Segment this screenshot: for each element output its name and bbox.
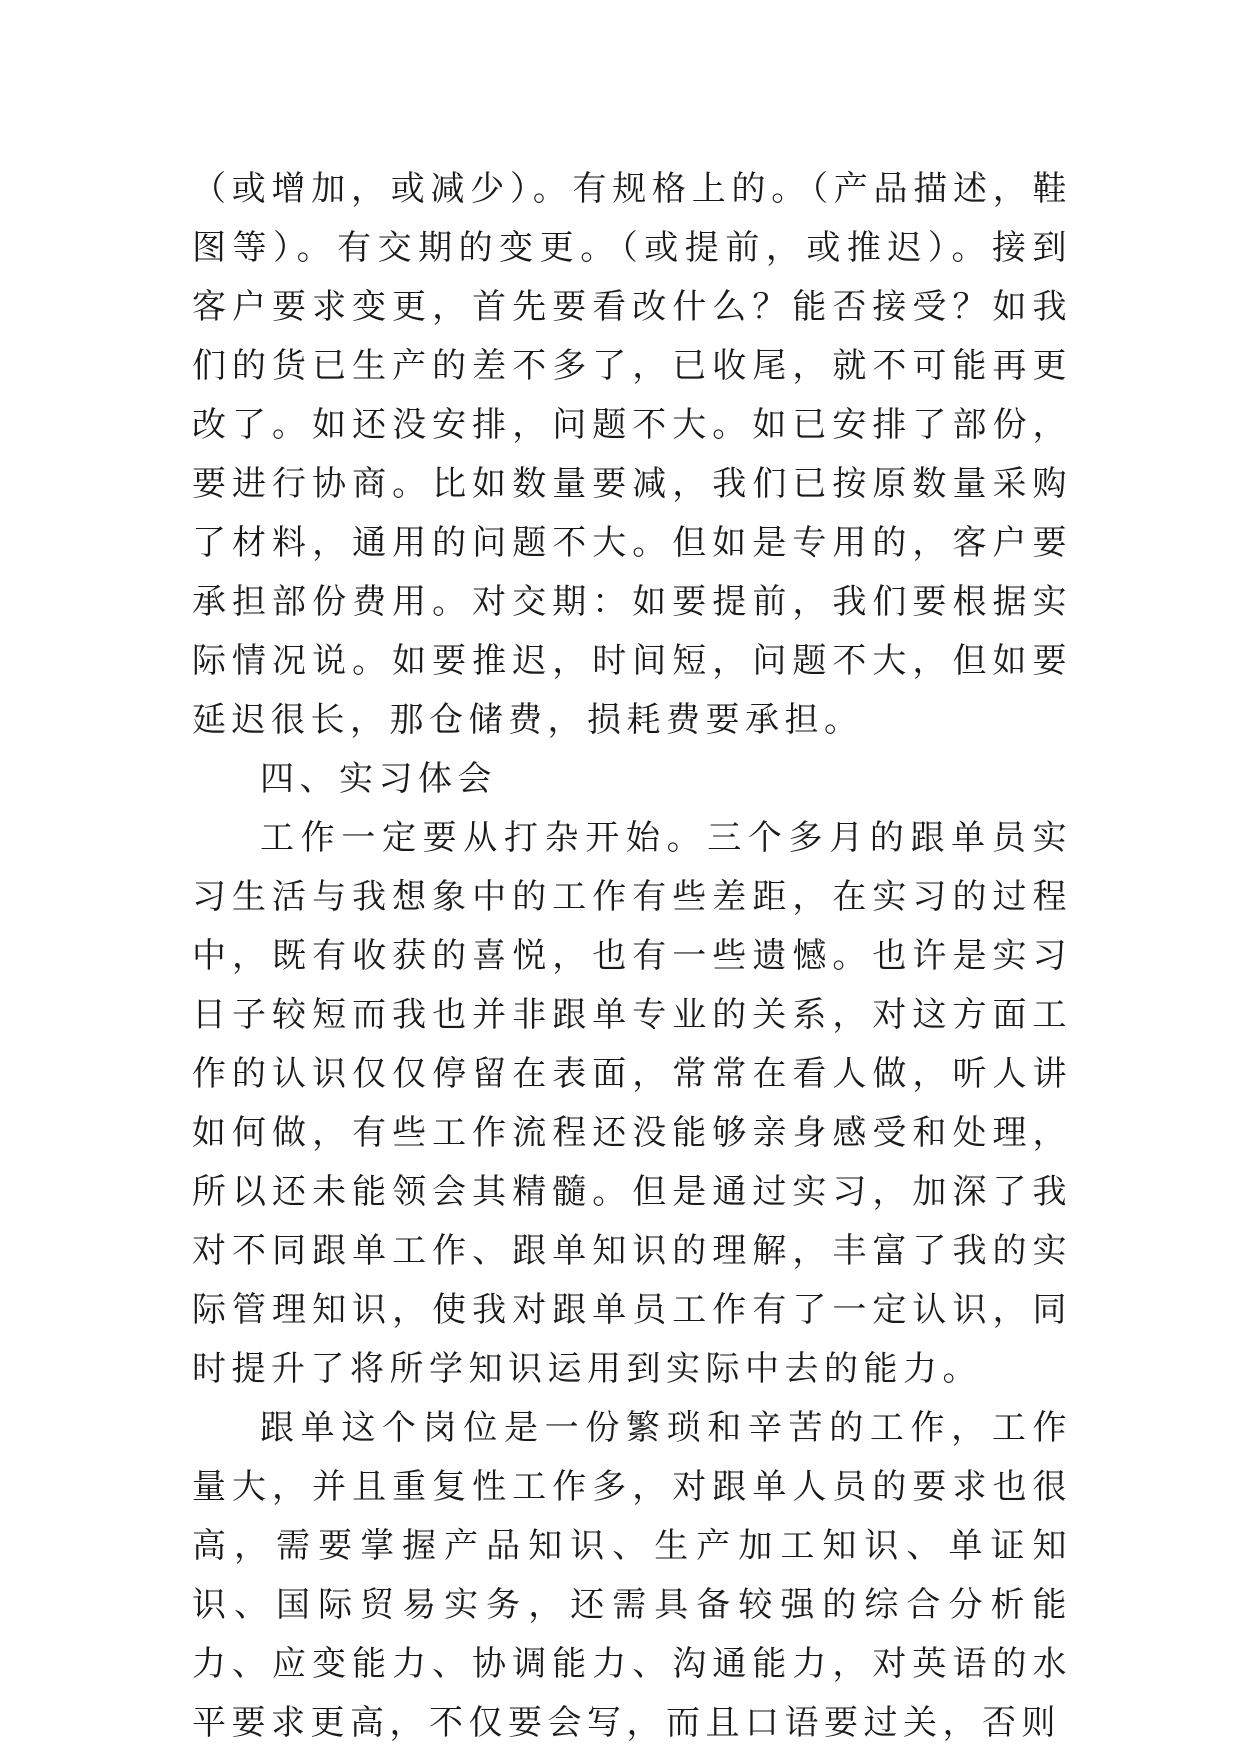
document-body	[192, 160, 1072, 1753]
paragraph-merchandiser-role: 跟单这个岗位是一份繁琐和辛苦的工作，工作量大，并且重复性工作多，对跟单人员的要求也很高，需要掌握产品知识、生产加工知识、单证知识、国际贸易实务，还需具备较强的综合分析能力、应变能力、协调能力、沟通能力，对英语的水平要求更高，不仅要会写，而且口语要过关，否则	[192, 1408, 1072, 1743]
paragraph-internship-experience: 工作一定要从打杂开始。三个多月的跟单员实习生活与我想象中的工作有些差距，在实习的过程中，既有收获的喜悦，也有一些遗憾。也许是实习日子较短而我也并非跟单专业的关系，对这方面工作的认识仅仅停留在表面，常常在看人做，听人讲如何做，有些工作流程还没能够亲身感受和处理，所以还未能领会其精髓。但是通过实习，加深了我对不同跟单工作、跟单知识的理解，丰富了我的实际管理知识，使我对跟单员工作有了一定认识，同时提升了将所学知识运用到实际中去的能力。	[192, 818, 1072, 1389]
section-heading: 四、实习体会	[260, 759, 497, 799]
paragraph-continuation: （或增加，或减少）。有规格上的。（产品描述，鞋图等）。有交期的变更。（或提前，或推迟）。接到客户要求变更，首先要看改什么？能否接受？如我们的货已生产的差不多了，已收尾，就不可能再更改了。如还没安排，问题不大。如已安排了部份，要进行协商。比如数量要减，我们已按原数量采购了材料，通用的问题不大。但如是专用的，客户要承担部份费用。对交期：如要提前，我们要根据实际情况说。如要推迟，时间短，问题不大，但如要延迟很长，那仓储费，损耗费要承担。	[192, 169, 1072, 740]
